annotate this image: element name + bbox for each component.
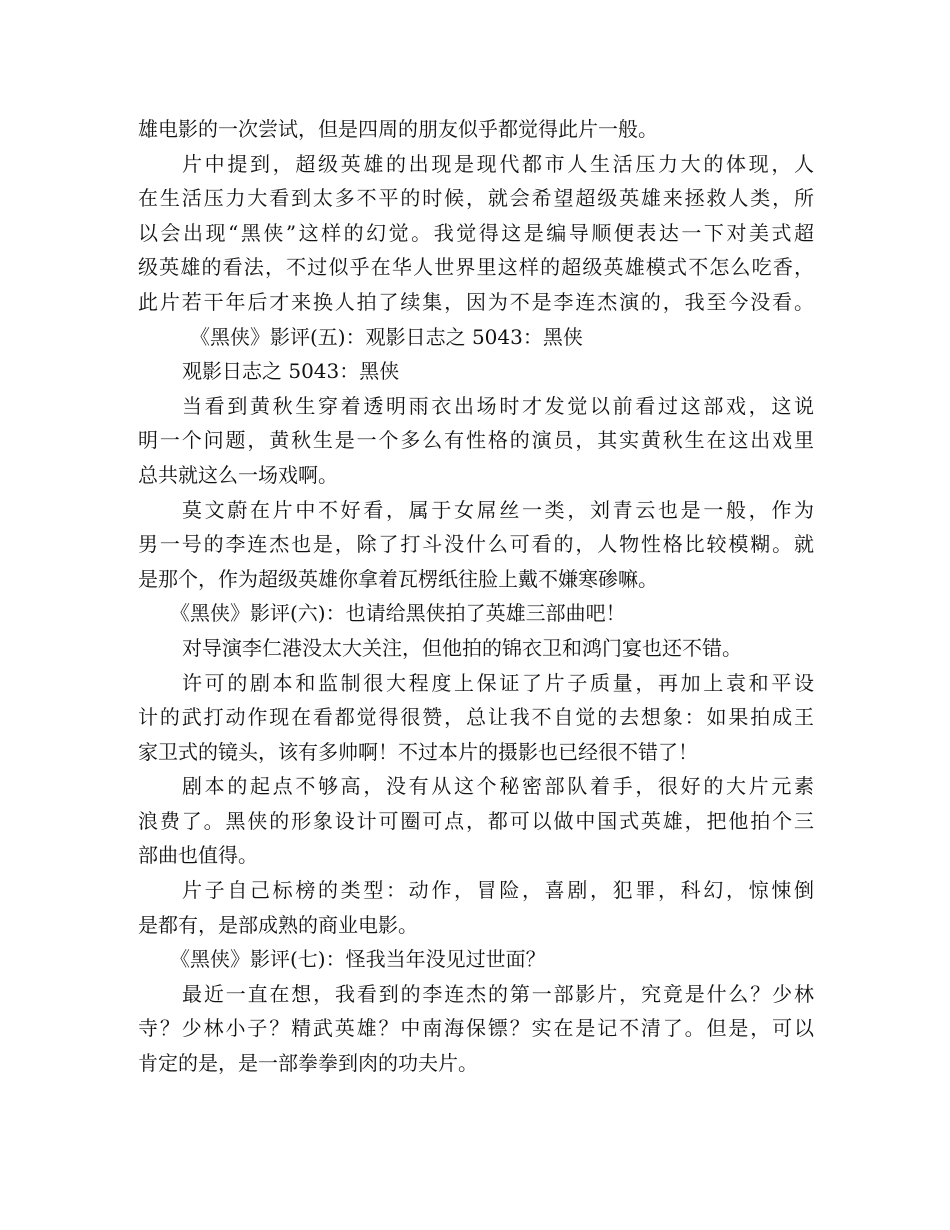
text-line: 是都有，是部成熟的商业电影。 bbox=[138, 912, 418, 937]
subheading: 观影日志之 5043：黑侠 bbox=[182, 359, 400, 384]
paragraph-first-line: 许可的剧本和监制很大程度上保证了片子质量，再加上袁和平设 bbox=[182, 670, 814, 695]
text-line: 雄电影的一次尝试，但是四周的朋友似乎都觉得此片一般。 bbox=[138, 117, 658, 141]
text-line: 总共就这么一场戏啊。 bbox=[138, 462, 338, 487]
paragraph-first-line: 剧本的起点不够高，没有从这个秘密部队着手，很好的大片元素 bbox=[182, 774, 814, 799]
paragraph-first-line: 片子自己标榜的类型：动作，冒险，喜剧，犯罪，科幻，惊悚倒 bbox=[182, 878, 814, 903]
paragraph-first-line: 对导演李仁港没太大关注，但他拍的锦衣卫和鸿门宴也还不错。 bbox=[182, 635, 742, 660]
section-heading: 《黑侠》影评(五)：观影日志之 5043：黑侠 bbox=[190, 324, 583, 349]
paragraph-first-line: 当看到黄秋生穿着透明雨衣出场时才发觉以前看过这部戏，这说 bbox=[182, 393, 814, 418]
text-line: 家卫式的镜头，该有多帅啊！不过本片的摄影也已经很不错了！ bbox=[138, 739, 698, 764]
text-line: 寺？少林小子？精武英雄？中南海保镖？实在是记不清了。但是，可以 bbox=[138, 1016, 814, 1041]
text-line: 此片若干年后才来换人拍了续集，因为不是李连杰演的，我至今没看。 bbox=[138, 289, 814, 314]
paragraph-first-line: 莫文蔚在片中不好看，属于女屌丝一类，刘青云也是一般，作为 bbox=[182, 497, 814, 522]
text-line: 浪费了。黑侠的形象设计可圈可点，都可以做中国式英雄，把他拍个三 bbox=[138, 808, 814, 833]
text-line: 是那个，作为超级英雄你拿着瓦楞纸往脸上戴不嫌寒碜嘛。 bbox=[138, 566, 658, 591]
section-heading: 《黑侠》影评(七)：怪我当年没见过世面？ bbox=[170, 947, 546, 972]
text-line: 在生活压力大看到太多不平的时候，就会希望超级英雄来拯救人类，所 bbox=[138, 186, 814, 211]
text-line: 明一个问题，黄秋生是一个多么有性格的演员，其实黄秋生在这出戏里 bbox=[138, 428, 814, 453]
paragraph-first-line: 片中提到，超级英雄的出现是现代都市人生活压力大的体现，人 bbox=[182, 151, 814, 176]
paragraph-first-line: 最近一直在想，我看到的李连杰的第一部影片，究竟是什么？少林 bbox=[182, 981, 814, 1006]
text-line: 计的武打动作现在看都觉得很赞，总让我不自觉的去想象：如果拍成王 bbox=[138, 705, 814, 730]
text-line: 级英雄的看法，不过似乎在华人世界里这样的超级英雄模式不怎么吃香， bbox=[138, 255, 814, 280]
text-line: 以会出现“黑侠”这样的幻觉。我觉得这是编导顺便表达一下对美式超 bbox=[138, 220, 814, 245]
section-heading: 《黑侠》影评(六)：也请给黑侠拍了英雄三部曲吧！ bbox=[170, 601, 626, 626]
document-page bbox=[138, 112, 814, 1081]
text-line: 肯定的是，是一部拳拳到肉的功夫片。 bbox=[138, 1051, 478, 1076]
text-line: 部曲也值得。 bbox=[138, 843, 258, 868]
text-line: 男一号的李连杰也是，除了打斗没什么可看的，人物性格比较模糊。就 bbox=[138, 532, 814, 557]
